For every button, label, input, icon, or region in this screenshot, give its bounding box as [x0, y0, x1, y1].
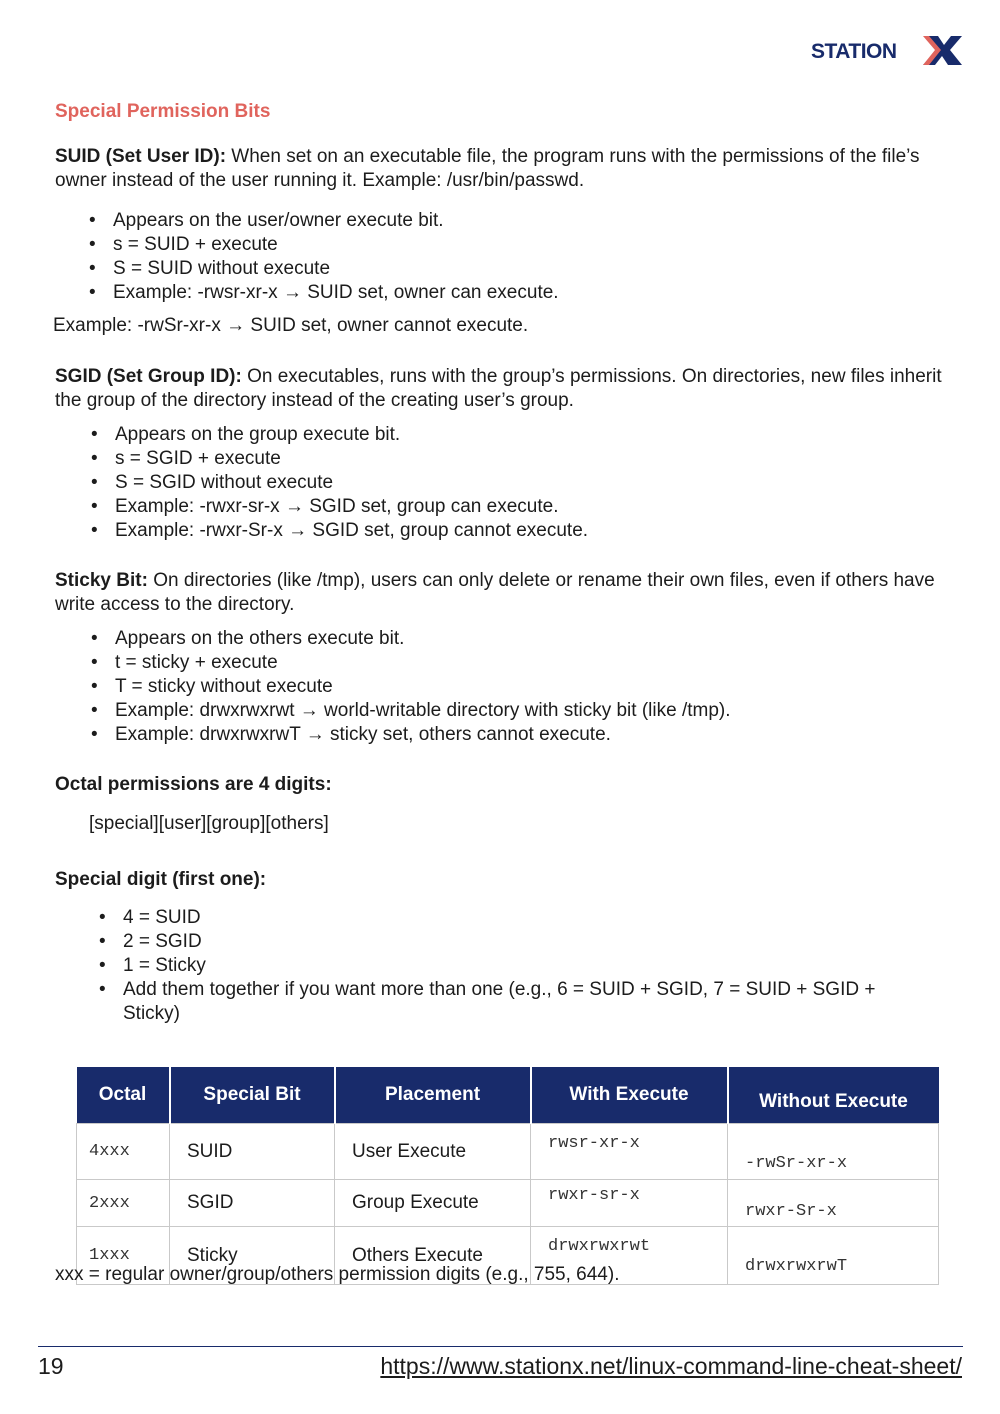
sticky-text: On directories (like /tmp), users can only delete or rename their own files, even if others have write access to the directory.	[55, 570, 935, 615]
cell-placement: Others Execute	[335, 1227, 531, 1285]
suid-label: SUID (Set User ID):	[55, 146, 227, 167]
list-item: • 4 = SUID	[99, 906, 899, 930]
page-number: 19	[38, 1353, 64, 1379]
header-octal: Octal	[77, 1067, 170, 1124]
cell-special-bit: SUID	[170, 1124, 335, 1180]
header-placement: Placement	[335, 1067, 531, 1124]
footer-url-link[interactable]: https://www.stationx.net/linux-command-line-cheat-sheet/	[380, 1353, 962, 1379]
suid-bullet-list	[89, 209, 559, 305]
sticky-paragraph	[55, 569, 945, 617]
list-item: • s = SGID + execute	[91, 447, 588, 471]
suid-paragraph	[55, 145, 945, 193]
table-header-row	[77, 1067, 939, 1124]
table-row	[77, 1180, 939, 1227]
suid-text: When set on an executable file, the program runs with the permissions of the file’s owner instead of the user running it. Example: /usr/bin/passwd.	[55, 146, 920, 191]
cell-octal: 4xxx	[77, 1124, 170, 1180]
list-item: • 2 = SGID	[99, 930, 899, 954]
footer-divider	[38, 1346, 963, 1347]
cell-octal: 1xxx	[77, 1227, 170, 1285]
cell-placement: Group Execute	[335, 1180, 531, 1227]
sgid-paragraph	[55, 365, 945, 413]
sgid-label: SGID (Set Group ID):	[55, 366, 242, 387]
list-item: • Example: -rwsr-xr-x → SUID set, owner can execute.	[89, 281, 559, 305]
cell-special-bit: SGID	[170, 1180, 335, 1227]
list-item: • t = sticky + execute	[91, 651, 731, 675]
section-title: Special Permission Bits	[55, 101, 271, 122]
list-item: • S = SGID without execute	[91, 471, 588, 495]
svg-text:STATION: STATION	[811, 40, 897, 63]
suid-extra-example: Example: -rwSr-xr-x → SUID set, owner cannot execute.	[53, 315, 529, 336]
cell-with-execute: drwxrwxrwt	[531, 1227, 728, 1285]
list-item: • Example: drwxrwxrwt → world-writable directory with sticky bit (like /tmp).	[91, 699, 731, 723]
list-item: • S = SUID without execute	[89, 257, 559, 281]
octal-format: [special][user][group][others]	[89, 813, 329, 834]
header-special-bit: Special Bit	[170, 1067, 335, 1124]
list-item: • Example: -rwxr-sr-x → SGID set, group can execute.	[91, 495, 588, 519]
table-row	[77, 1124, 939, 1180]
list-item: • Appears on the group execute bit.	[91, 423, 588, 447]
stationx-logo-mark	[810, 34, 962, 66]
sgid-text: On executables, runs with the group’s permissions. On directories, new files inherit the group of the directory instead of the creating user’s group.	[55, 366, 942, 411]
special-digit-bullet-list	[99, 906, 899, 1026]
list-item: • Appears on the user/owner execute bit.	[89, 209, 559, 233]
sticky-bullet-list	[91, 627, 731, 747]
cell-special-bit: Sticky	[170, 1227, 335, 1285]
octal-heading: Octal permissions are 4 digits:	[55, 774, 332, 795]
table-note: xxx = regular owner/group/others permission digits (e.g., 755, 644).	[55, 1264, 620, 1285]
sgid-bullet-list	[91, 423, 588, 543]
header-with-execute: With Execute	[531, 1067, 728, 1124]
cell-without-execute: -rwSr-xr-x	[728, 1124, 939, 1180]
header-without-execute: Without Execute	[728, 1067, 939, 1124]
stationx-logo	[810, 34, 962, 66]
cell-without-execute: drwxrwxrwT	[728, 1227, 939, 1285]
list-item: • Example: -rwxr-Sr-x → SGID set, group cannot execute.	[91, 519, 588, 543]
list-item: • s = SUID + execute	[89, 233, 559, 257]
list-item: • Appears on the others execute bit.	[91, 627, 731, 651]
special-digit-heading: Special digit (first one):	[55, 869, 267, 890]
cell-octal: 2xxx	[77, 1180, 170, 1227]
cell-with-execute: rwxr-sr-x	[531, 1180, 728, 1227]
list-item: • T = sticky without execute	[91, 675, 731, 699]
cell-with-execute: rwsr-xr-x	[531, 1124, 728, 1180]
list-item: • Add them together if you want more than one (e.g., 6 = SUID + SGID, 7 = SUID + SGID + Sticky)	[99, 978, 899, 1026]
sticky-label: Sticky Bit:	[55, 570, 148, 591]
cell-placement: User Execute	[335, 1124, 531, 1180]
special-bits-table	[76, 1067, 939, 1285]
cell-without-execute: rwxr-Sr-x	[728, 1180, 939, 1227]
list-item: • Example: drwxrwxrwT → sticky set, others cannot execute.	[91, 723, 731, 747]
list-item: • 1 = Sticky	[99, 954, 899, 978]
